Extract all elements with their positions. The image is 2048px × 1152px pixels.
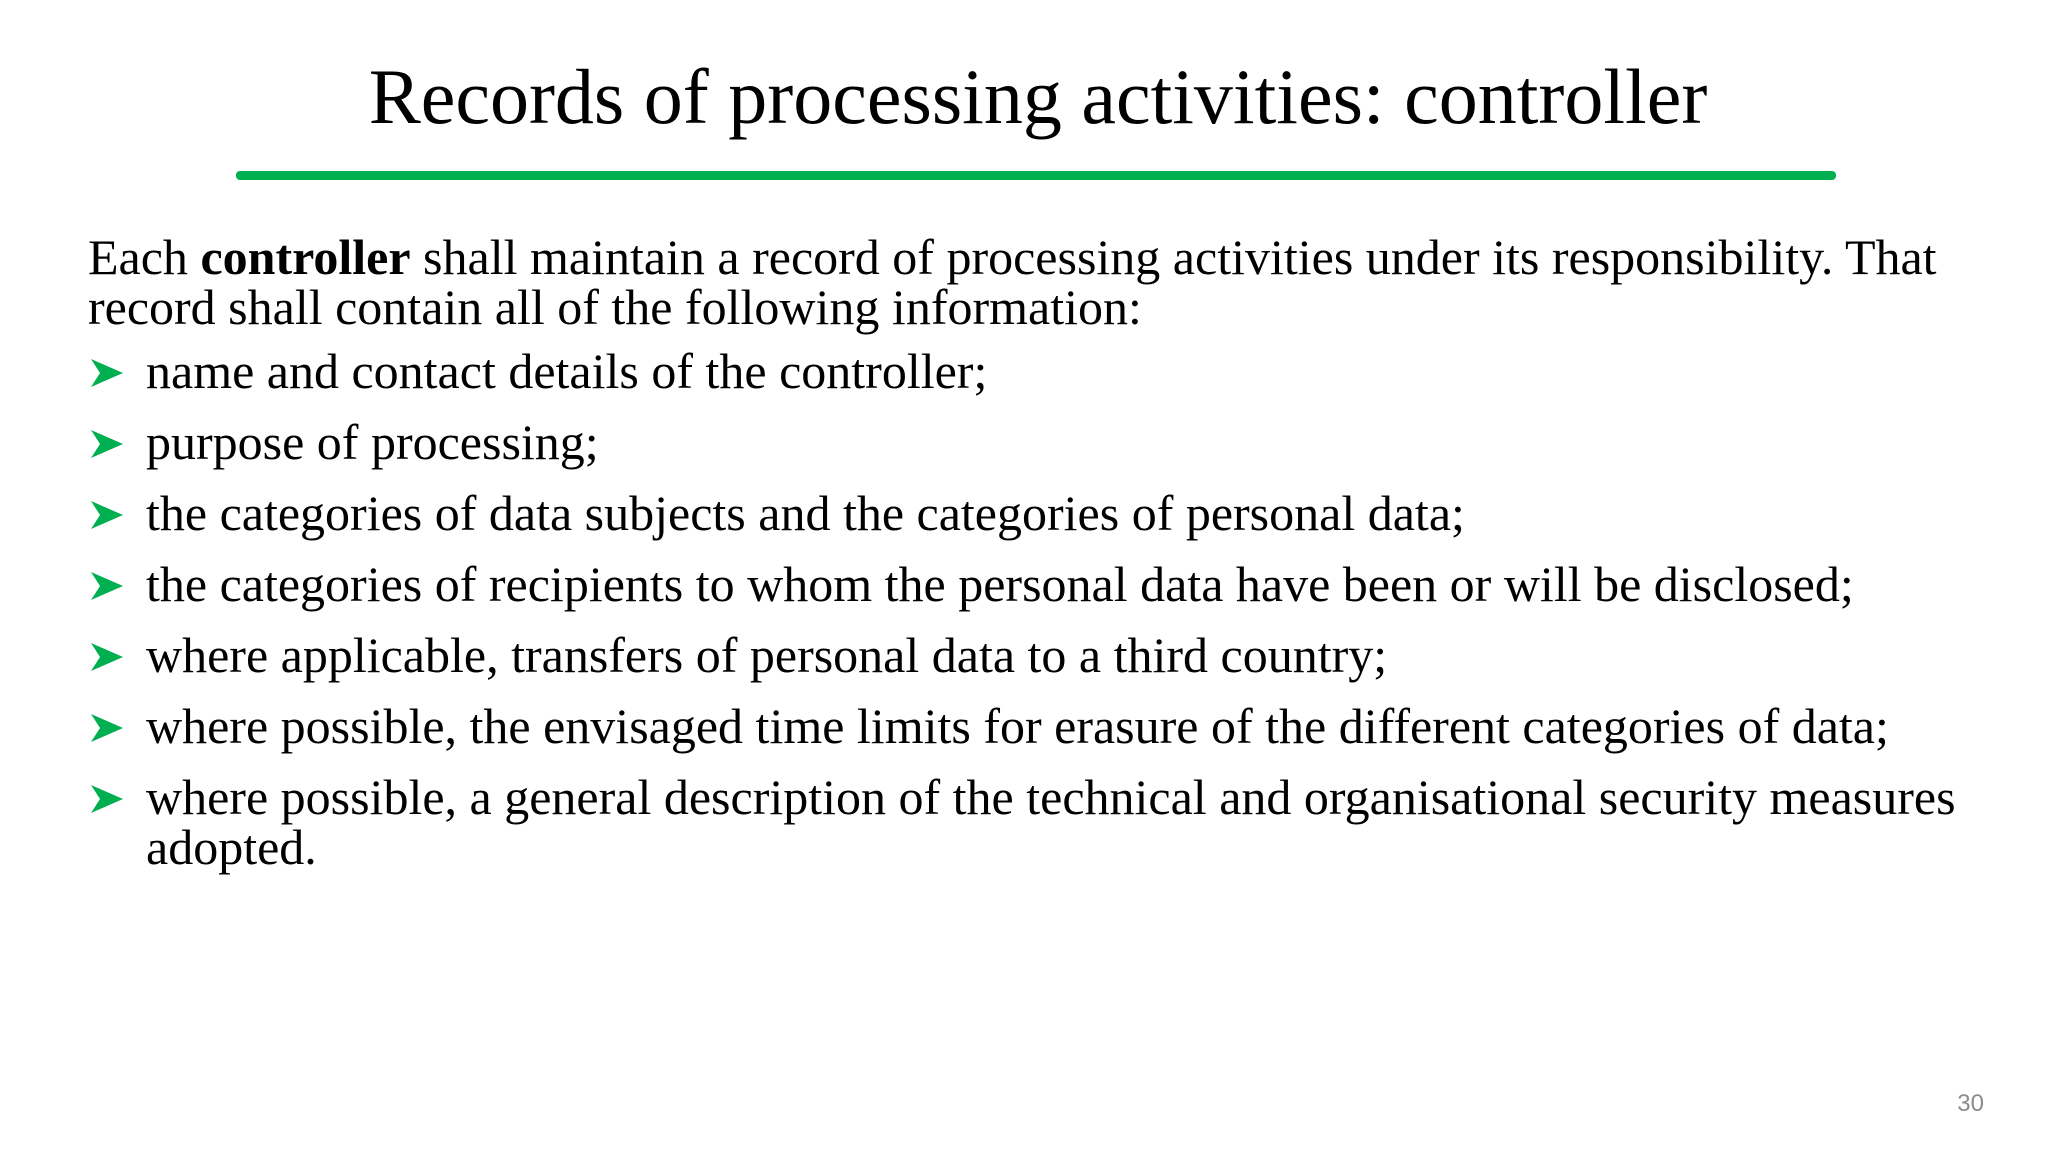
list-item	[88, 414, 1988, 470]
bullet-text: where possible, the envisaged time limits for erasure of the different categories of data;	[146, 698, 1889, 754]
intro-prefix: Each	[88, 229, 201, 285]
list-item	[88, 627, 1988, 683]
list-item	[88, 698, 1988, 754]
arrowhead-bullet-icon	[91, 785, 123, 813]
arrowhead-bullet-icon	[91, 359, 123, 387]
intro-suffix: shall maintain a record of processing activities under its responsibility. That record shall contain all of the following information:	[88, 229, 1937, 335]
list-item	[88, 485, 1988, 541]
bullet-text: purpose of processing;	[146, 414, 599, 470]
title-underline	[236, 171, 1836, 180]
arrowhead-bullet-icon	[91, 430, 123, 458]
bullet-text: where possible, a general description of the technical and organisational security measures adopted.	[146, 769, 1956, 875]
slide-title: Records of processing activities: controller	[368, 53, 1708, 140]
intro-bold-term: controller	[200, 229, 411, 285]
list-item	[88, 343, 1988, 399]
arrowhead-bullet-icon	[91, 501, 123, 529]
list-item	[88, 769, 1988, 875]
bullet-text: name and contact details of the controller;	[146, 343, 988, 399]
arrowhead-bullet-icon	[91, 572, 123, 600]
arrowhead-bullet-icon	[91, 643, 123, 671]
bullet-list	[88, 343, 1988, 875]
slide-body	[88, 229, 1988, 893]
slide-number: 30	[1957, 1090, 1984, 1117]
arrowhead-bullet-icon	[91, 714, 123, 742]
bullet-text: where applicable, transfers of personal data to a third country;	[146, 627, 1388, 683]
list-item	[88, 556, 1988, 612]
bullet-text: the categories of recipients to whom the personal data have been or will be disclosed;	[146, 556, 1854, 612]
intro-paragraph	[88, 229, 1988, 335]
bullet-text: the categories of data subjects and the categories of personal data;	[146, 485, 1465, 541]
